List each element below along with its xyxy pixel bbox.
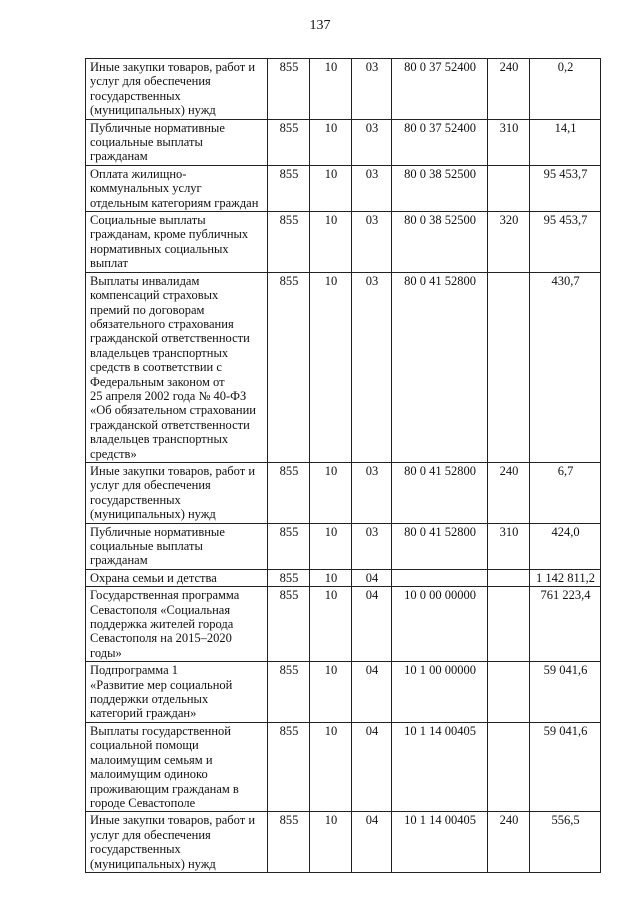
cell-target-article: 10 1 14 00405 (392, 722, 488, 811)
cell-name-line: государственных (90, 842, 181, 857)
cell-target-article: 80 0 38 52500 (392, 165, 488, 211)
cell-amount: 424,0 (530, 523, 601, 569)
cell-name-line: владельцев транспортных (90, 345, 229, 360)
cell-name-line: малоимущим семьям и (90, 752, 213, 767)
page-number: 137 (309, 18, 331, 33)
cell-section: 10 (310, 462, 352, 523)
cell-subsection: 04 (352, 812, 392, 873)
cell-target-article: 80 0 37 52400 (392, 59, 488, 120)
cell-amount: 95 453,7 (530, 165, 601, 211)
cell-target-article: 80 0 41 52800 (392, 272, 488, 462)
cell-name-line: городе Севастополе (90, 795, 196, 810)
table-row (86, 165, 601, 211)
budget-table (85, 58, 601, 873)
cell-name-line: социальные выплаты (90, 135, 203, 150)
cell-name-line: Федеральным законом от (90, 374, 225, 389)
cell-section: 10 (310, 662, 352, 723)
cell-name (86, 722, 268, 811)
cell-name-line: нормативных социальных (90, 241, 229, 256)
table-row (86, 523, 601, 569)
cell-target-article: 10 1 14 00405 (392, 812, 488, 873)
cell-expense-type (488, 272, 530, 462)
cell-name (86, 812, 268, 873)
cell-target-article: 10 0 00 00000 (392, 587, 488, 662)
cell-name (86, 569, 268, 586)
cell-name-line: отдельным категориям граждан (90, 195, 259, 210)
table-row (86, 272, 601, 462)
cell-name (86, 587, 268, 662)
cell-name-line: услуг для обеспечения (90, 478, 211, 493)
cell-name (86, 662, 268, 723)
cell-section: 10 (310, 812, 352, 873)
table-row (86, 569, 601, 586)
cell-name-line: Социальные выплаты (90, 213, 206, 228)
cell-expense-type: 310 (488, 523, 530, 569)
cell-expense-type (488, 165, 530, 211)
cell-name-line: гражданской ответственности (90, 417, 250, 432)
cell-name (86, 272, 268, 462)
cell-name-line: услуг для обеспечения (90, 74, 211, 89)
cell-name-line: «Об обязательном страховании (90, 403, 256, 418)
cell-expense-type: 240 (488, 59, 530, 120)
cell-name-line: (муниципальных) нужд (90, 103, 216, 118)
cell-name-line: Публичные нормативные (90, 120, 225, 135)
cell-name-line: Иные закупки товаров, работ и (90, 463, 256, 478)
cell-expense-type (488, 722, 530, 811)
cell-department: 855 (268, 212, 310, 273)
table-row (86, 812, 601, 873)
cell-name-line: Выплаты инвалидам (90, 273, 200, 288)
cell-name-line: гражданам, кроме публичных (90, 227, 249, 242)
table-row (86, 212, 601, 273)
table-row (86, 662, 601, 723)
cell-target-article: 80 0 38 52500 (392, 212, 488, 273)
cell-amount: 0,2 (530, 59, 601, 120)
cell-target-article: 10 1 00 00000 (392, 662, 488, 723)
cell-name-line: коммунальных услуг (90, 181, 202, 196)
cell-name-line: гражданам (90, 149, 148, 164)
table-row (86, 119, 601, 165)
cell-name (86, 165, 268, 211)
cell-expense-type: 240 (488, 462, 530, 523)
cell-department: 855 (268, 587, 310, 662)
cell-name-line: 25 апреля 2002 года № 40-ФЗ (90, 388, 247, 403)
cell-name-line: выплат (90, 256, 128, 271)
cell-name (86, 212, 268, 273)
cell-subsection: 03 (352, 272, 392, 462)
cell-expense-type (488, 587, 530, 662)
cell-name-line: Охрана семьи и детства (90, 570, 217, 585)
cell-subsection: 04 (352, 569, 392, 586)
cell-name-line: Иные закупки товаров, работ и (90, 60, 256, 74)
cell-name-line: Государственная программа (90, 588, 240, 603)
cell-department: 855 (268, 722, 310, 811)
cell-amount: 6,7 (530, 462, 601, 523)
cell-section: 10 (310, 119, 352, 165)
cell-name (86, 523, 268, 569)
cell-amount: 761 223,4 (530, 587, 601, 662)
cell-subsection: 04 (352, 587, 392, 662)
cell-name-line: Подпрограмма 1 (90, 663, 179, 678)
cell-section: 10 (310, 165, 352, 211)
cell-section: 10 (310, 212, 352, 273)
cell-name-line: социальные выплаты (90, 539, 203, 553)
cell-name-line: средств в соответствии с (90, 360, 222, 375)
cell-department: 855 (268, 812, 310, 873)
cell-target-article: 80 0 41 52800 (392, 462, 488, 523)
cell-name (86, 119, 268, 165)
cell-name-line: гражданской ответственности (90, 331, 250, 346)
cell-subsection: 03 (352, 59, 392, 120)
cell-name-line: Публичные нормативные (90, 524, 225, 539)
cell-amount: 95 453,7 (530, 212, 601, 273)
table-row (86, 59, 601, 120)
cell-department: 855 (268, 59, 310, 120)
cell-name-line: Севастополя «Социальная (90, 602, 231, 617)
cell-name-line: проживающим гражданам в (90, 781, 239, 796)
cell-name-line: Севастополя на 2015–2020 (90, 631, 232, 646)
cell-target-article: 80 0 41 52800 (392, 523, 488, 569)
cell-name-line: владельцев транспортных (90, 432, 229, 447)
table-row (86, 587, 601, 662)
cell-name-line: поддержки отдельных (90, 692, 209, 707)
cell-department: 855 (268, 569, 310, 586)
cell-department: 855 (268, 462, 310, 523)
cell-name-line: Иные закупки товаров, работ и (90, 813, 256, 828)
cell-section: 10 (310, 59, 352, 120)
cell-department: 855 (268, 165, 310, 211)
cell-name-line: Оплата жилищно- (90, 166, 187, 181)
cell-department: 855 (268, 119, 310, 165)
cell-name-line: услуг для обеспечения (90, 827, 211, 842)
cell-name-line: государственных (90, 492, 181, 507)
cell-name-line: обязательного страхования (90, 316, 234, 331)
cell-name-line: малоимущим одиноко (90, 767, 208, 782)
cell-name-line: гражданам (90, 553, 148, 568)
cell-amount: 556,5 (530, 812, 601, 873)
cell-subsection: 03 (352, 165, 392, 211)
cell-amount: 430,7 (530, 272, 601, 462)
cell-section: 10 (310, 569, 352, 586)
cell-amount: 14,1 (530, 119, 601, 165)
cell-section: 10 (310, 272, 352, 462)
cell-expense-type (488, 662, 530, 723)
cell-section: 10 (310, 722, 352, 811)
cell-name-line: средств» (90, 446, 137, 461)
cell-name-line: социальной помощи (90, 738, 199, 753)
cell-expense-type: 240 (488, 812, 530, 873)
cell-subsection: 03 (352, 212, 392, 273)
cell-name (86, 462, 268, 523)
cell-department: 855 (268, 272, 310, 462)
cell-subsection: 03 (352, 523, 392, 569)
table-row (86, 722, 601, 811)
cell-amount: 1 142 811,2 (530, 569, 601, 586)
cell-name-line: компенсаций страховых (90, 288, 219, 303)
cell-name-line: Выплаты государственной (90, 723, 231, 738)
table-row (86, 462, 601, 523)
cell-name-line: «Развитие мер социальной (90, 677, 233, 692)
cell-name-line: государственных (90, 88, 181, 103)
cell-section: 10 (310, 523, 352, 569)
cell-expense-type: 320 (488, 212, 530, 273)
cell-amount: 59 041,6 (530, 722, 601, 811)
cell-expense-type: 310 (488, 119, 530, 165)
cell-subsection: 03 (352, 119, 392, 165)
cell-amount: 59 041,6 (530, 662, 601, 723)
cell-expense-type (488, 569, 530, 586)
cell-name-line: годы» (90, 645, 122, 660)
cell-name-line: премий по договорам (90, 302, 205, 317)
cell-target-article: 80 0 37 52400 (392, 119, 488, 165)
cell-name-line: (муниципальных) нужд (90, 856, 216, 871)
cell-department: 855 (268, 662, 310, 723)
cell-name-line: поддержка жителей города (90, 617, 234, 632)
budget-table-body (86, 59, 601, 873)
cell-name-line: (муниципальных) нужд (90, 507, 216, 522)
cell-subsection: 04 (352, 722, 392, 811)
cell-name (86, 59, 268, 120)
cell-section: 10 (310, 587, 352, 662)
cell-subsection: 04 (352, 662, 392, 723)
cell-subsection: 03 (352, 462, 392, 523)
cell-name-line: категорий граждан» (90, 706, 197, 721)
cell-target-article (392, 569, 488, 586)
cell-department: 855 (268, 523, 310, 569)
